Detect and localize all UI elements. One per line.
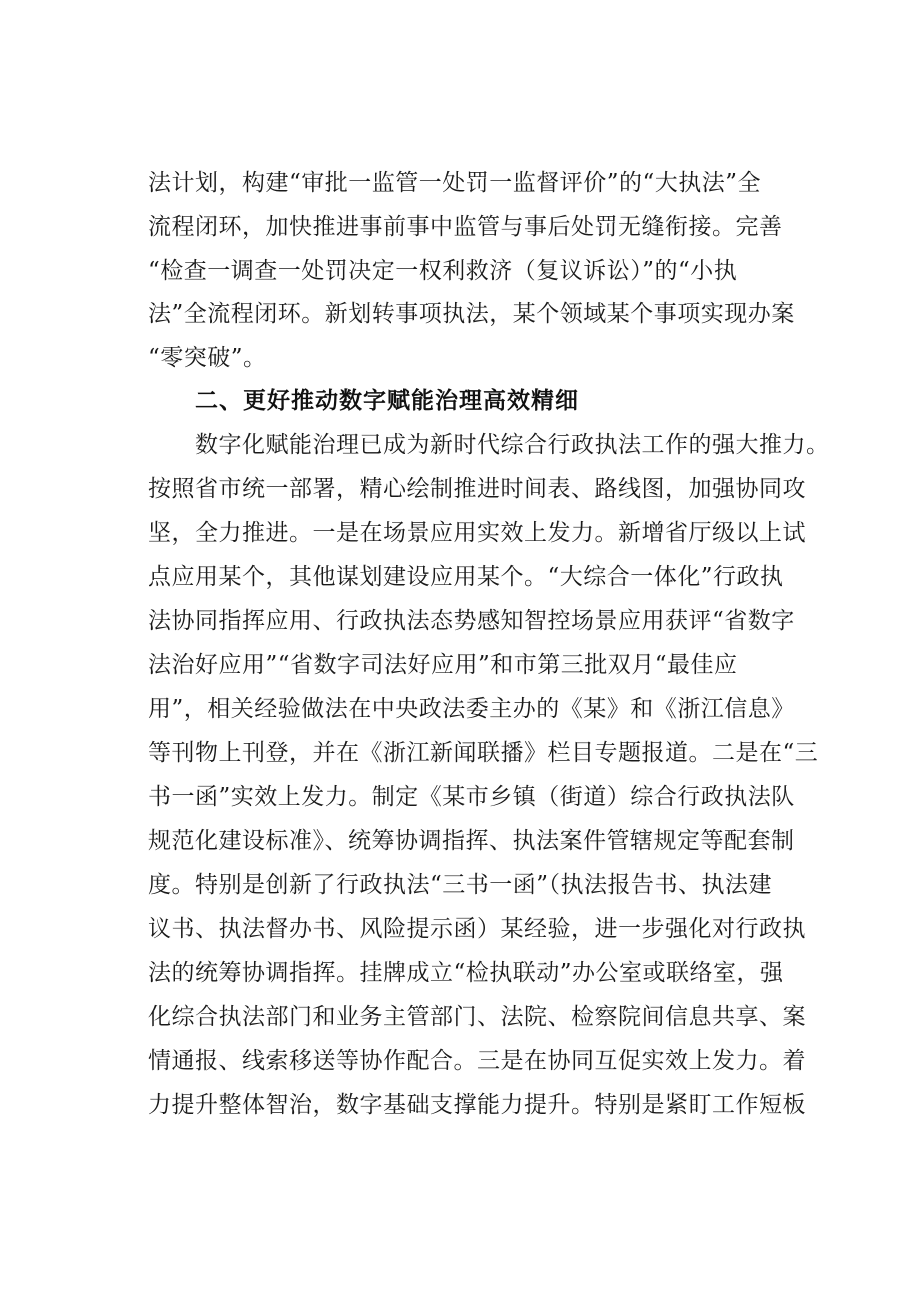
paragraph-line: 按照省市统一部署，精心绘制推进时间表、路线图，加强协同攻 <box>148 476 806 502</box>
paragraph-line: “检查一调查一处罚决定一权利救济（复议诉讼）”的“小执 <box>148 258 738 284</box>
paragraph-line: 情通报、线索移送等协作配合。三是在协同互促实效上发力。着 <box>148 1048 806 1074</box>
paragraph-line: 用”，相关经验做法在中央政法委主办的《某》和《浙江信息》 <box>148 696 795 722</box>
paragraph-line: 力提升整体智治，数字基础支撑能力提升。特别是紧盯工作短板 <box>148 1092 806 1118</box>
paragraph-line: 法计划，构建“审批一监管一处罚一监督评价”的“大执法”全 <box>148 170 762 196</box>
paragraph-line: 法治好应用”“省数字司法好应用”和市第三批双月“最佳应 <box>148 652 738 678</box>
paragraph-line: 等刊物上刊登，并在《浙江新闻联播》栏目专题报道。二是在“三 <box>148 740 819 766</box>
paragraph-line: 数字化赋能治理已成为新时代综合行政执法工作的强大推力。 <box>195 432 830 458</box>
paragraph-line: 书一函”实效上发力。制定《某市乡镇（街道）综合行政执法队 <box>148 784 795 810</box>
paragraph-line: 议书、执法督办书、风险提示函）某经验，进一步强化对行政执 <box>148 916 806 942</box>
paragraph-line: 法的统筹协调指挥。挂牌成立“检执联动”办公室或联络室，强 <box>148 960 784 986</box>
paragraph-line: 法协同指挥应用、行政执法态势感知智控场景应用获评“省数字 <box>148 608 795 634</box>
section-heading: 二、更好推动数字赋能治理高效精细 <box>195 388 579 414</box>
paragraph-line: 规范化建设标准》、统筹协调指挥、执法案件管辖规定等配套制 <box>148 828 795 854</box>
paragraph-line: 流程闭环，加快推进事前事中监管与事后处罚无缝衔接。完善 <box>148 214 783 240</box>
paragraph-line: 化综合执法部门和业务主管部门、法院、检察院间信息共享、案 <box>148 1004 806 1030</box>
paragraph-line: 法”全流程闭环。新划转事项执法，某个领域某个事项实现办案 <box>148 301 795 327</box>
paragraph-line: 坚，全力推进。一是在场景应用实效上发力。新增省厅级以上试 <box>148 520 806 546</box>
paragraph-line: 度。特别是创新了行政执法“三书一函”（执法报告书、执法建 <box>148 872 773 898</box>
paragraph-line: 点应用某个，其他谋划建设应用某个。“大综合一体化”行政执 <box>148 564 784 590</box>
paragraph-line: “零突破”。 <box>148 345 267 371</box>
